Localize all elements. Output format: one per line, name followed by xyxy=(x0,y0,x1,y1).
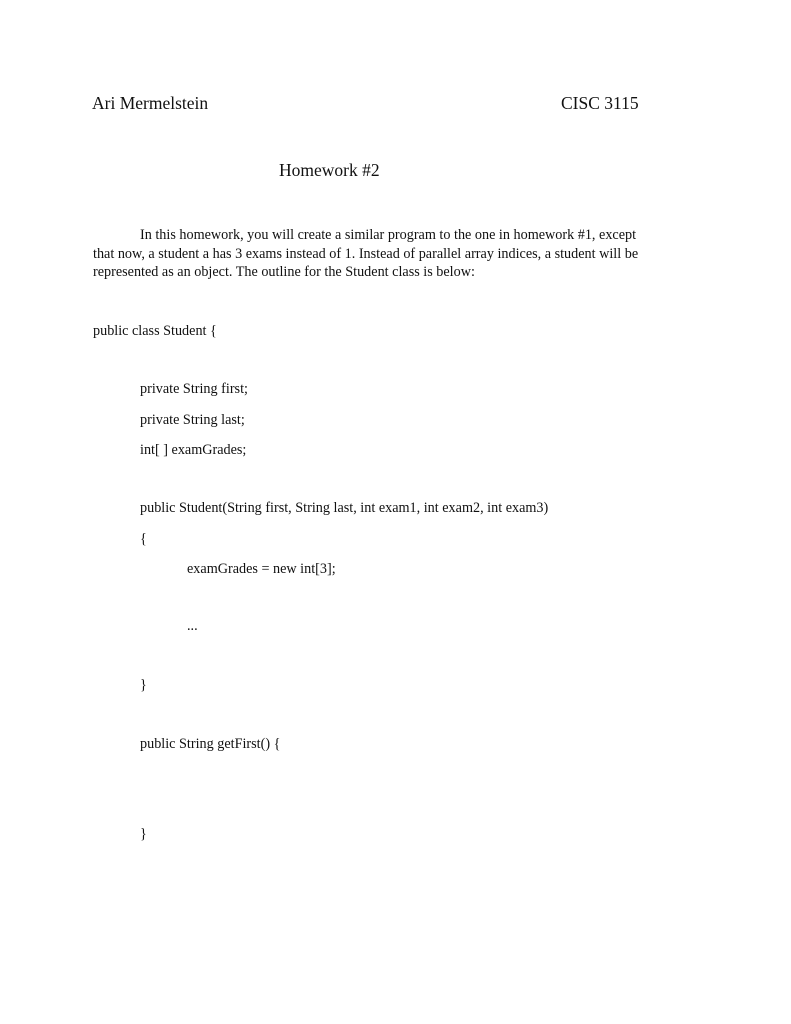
code-ellipsis: ... xyxy=(187,618,198,634)
intro-line: that now, a student a has 3 exams instead of 1. Instead of parallel array indices, a student will be xyxy=(93,245,639,262)
code-constructor-close-brace: } xyxy=(140,677,147,693)
author-name: Ari Mermelstein xyxy=(92,93,209,113)
code-getter-close-brace: } xyxy=(140,826,147,842)
intro-line: In this homework, you will create a similar program to the one in homework #1, except xyxy=(140,227,637,243)
intro-paragraph xyxy=(93,226,713,282)
page-title: Homework #2 xyxy=(279,160,380,180)
code-field-exam-grades: int[ ] examGrades; xyxy=(140,442,247,458)
code-constructor-open-brace: { xyxy=(140,531,147,547)
course-code: CISC 3115 xyxy=(561,93,639,113)
code-field-first: private String first; xyxy=(140,381,248,397)
code-constructor-signature: public Student(String first, String last, int exam1, int exam2, int exam3) xyxy=(140,500,549,516)
intro-line: represented as an object. The outline for the Student class is below: xyxy=(93,264,475,280)
code-constructor-body: examGrades = new int[3]; xyxy=(187,561,336,577)
code-getter-signature: public String getFirst() { xyxy=(140,736,281,752)
code-field-last: private String last; xyxy=(140,412,245,428)
code-class-declaration: public class Student { xyxy=(93,323,217,339)
